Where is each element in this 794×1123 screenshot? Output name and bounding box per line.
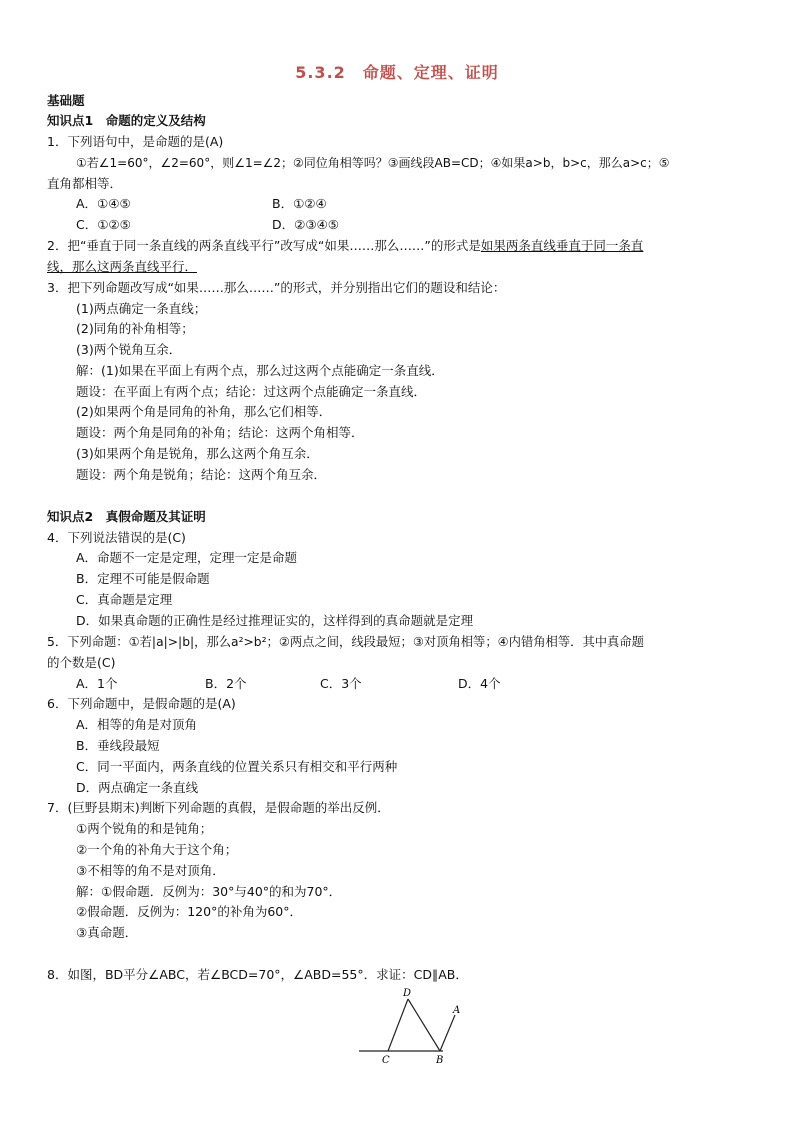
q7-solution-2: ②假命题．反例为：120°的补角为60°． — [76, 904, 302, 919]
label-a: A — [453, 1005, 461, 1016]
q6-option-a: A．相等的角是对顶角 — [76, 717, 198, 732]
section-basic: 基础题 — [47, 93, 85, 108]
q1-stem: 1．下列语句中，是命题的是(A) — [47, 134, 224, 149]
q7-item-3: ③不相等的角不是对顶角． — [76, 863, 225, 878]
segment-ba — [440, 1015, 455, 1051]
q1-option-b: B．①②④ — [272, 196, 327, 211]
q5-option-b: B．2个 — [205, 676, 247, 691]
label-d: D — [403, 988, 412, 999]
q6-option-b: B．垂线段最短 — [76, 738, 160, 753]
q3-solution-3: (2)如果两个角是同角的补角，那么它们相等． — [76, 404, 332, 419]
q2-answer-cont: 线，那么这两条直线平行． — [47, 259, 198, 274]
page-title: 5.3.2 命题、定理、证明 — [295, 63, 499, 82]
q2-stem — [47, 238, 643, 254]
q8-stem: 8．如图，BD平分∠ABC，若∠BCD=70°，∠ABD=55°．求证：CD∥AB． — [47, 967, 468, 982]
q6-stem: 6．下列命题中，是假命题的是(A) — [47, 696, 236, 711]
q3-item-3: (3)两个锐角互余． — [76, 342, 182, 357]
q1-option-c: C．①②⑤ — [76, 217, 131, 232]
segment-cd — [388, 999, 408, 1051]
q3-item-2: (2)同角的补角相等； — [76, 321, 194, 336]
q4-stem: 4．下列说法错误的是(C) — [47, 530, 186, 545]
q4-option-d: D．如果真命题的正确性是经过推理证实的，这样得到的真命题就是定理 — [76, 613, 474, 628]
q7-solution-3: ③真命题． — [76, 925, 138, 940]
q3-solution-4: 题设：两个角是同角的补角；结论：这两个角相等． — [76, 425, 364, 440]
q2-answer: 如果两条直线垂直于同一条直 — [480, 238, 644, 253]
q4-option-c: C．真命题是定理 — [76, 592, 173, 607]
q7-solution-1: 解：①假命题．反例为：30°与40°的和为70°． — [76, 884, 342, 899]
q7-item-1: ①两个锐角的和是钝角； — [76, 821, 213, 836]
q3-stem: 3．把下列命题改写成“如果……那么……”的形式，并分别指出它们的题设和结论： — [47, 280, 506, 295]
geometry-figure — [355, 985, 470, 1067]
segment-db — [408, 999, 440, 1051]
q3-solution-2: 题设：在平面上有两个点；结论：过这两个点能确定一条直线． — [76, 384, 427, 399]
q1-body: ①若∠1=60°，∠2=60°，则∠1=∠2；②同位角相等吗？③画线段AB=CD；④如果a>b，b>c，那么a>c；⑤ — [76, 156, 670, 170]
q3-solution-1: 解：(1)如果在平面上有两个点，那么过这两个点能确定一条直线． — [76, 363, 444, 378]
q1-option-a: A．①④⑤ — [76, 196, 131, 211]
q3-item-1: (1)两点确定一条直线； — [76, 301, 207, 316]
q3-solution-5: (3)如果两个角是锐角，那么这两个角互余． — [76, 446, 319, 461]
q1-option-d: D．②③④⑤ — [272, 217, 339, 232]
q1-body-cont: 直角都相等． — [47, 176, 123, 191]
q5-stem: 5．下列命题：①若|a|>|b|，那么a²>b²；②两点之间，线段最短；③对顶角相等；④内错角相等．其中真命题 — [47, 635, 644, 649]
knowledge-point-1: 知识点1 命题的定义及结构 — [47, 113, 206, 128]
q5-stem-cont: 的个数是(C) — [47, 655, 116, 670]
q4-option-a: A．命题不一定是定理，定理一定是命题 — [76, 550, 298, 565]
q7-item-2: ②一个角的补角大于这个角； — [76, 842, 238, 857]
q4-option-b: B．定理不可能是假命题 — [76, 571, 210, 586]
knowledge-point-2: 知识点2 真假命题及其证明 — [47, 509, 206, 524]
q5-option-c: C．3个 — [320, 676, 362, 691]
q7-stem: 7．(巨野县期末)判断下列命题的真假，是假命题的举出反例． — [47, 800, 390, 815]
label-c: C — [382, 1055, 390, 1066]
label-b: B — [436, 1055, 444, 1066]
q3-solution-6: 题设：两个角是锐角；结论：这两个角互余． — [76, 467, 327, 482]
q5-option-a: A．1个 — [76, 676, 118, 691]
q6-option-d: D．两点确定一条直线 — [76, 780, 199, 795]
q2-stem-text: 2．把“垂直于同一条直线的两条直线平行”改写成“如果……那么……”的形式是 — [47, 238, 481, 253]
q6-option-c: C．同一平面内，两条直线的位置关系只有相交和平行两种 — [76, 759, 398, 774]
q5-option-d: D．4个 — [458, 676, 501, 691]
